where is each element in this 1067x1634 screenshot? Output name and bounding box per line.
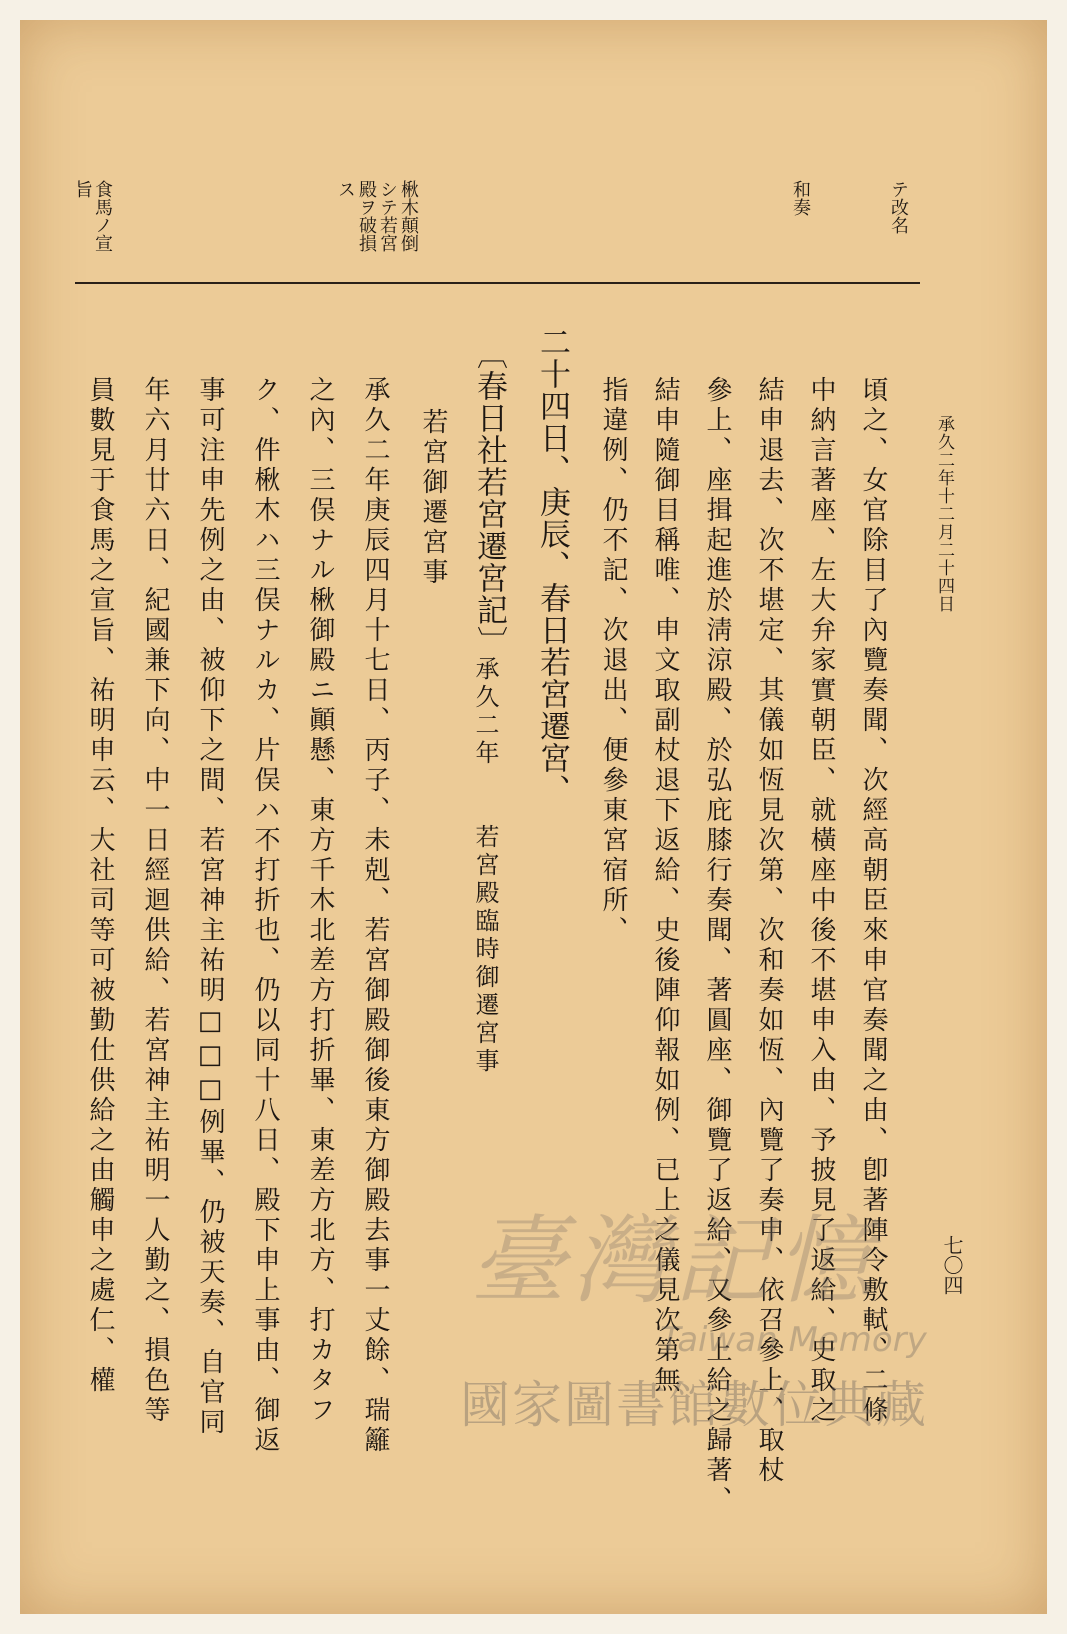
page-number: 七〇四 — [940, 1235, 964, 1295]
watermark-script: 臺灣記憶 — [470, 1205, 878, 1317]
body-line-4: 參上、座揖起進於淸涼殿、於弘庇膝行奏聞、著圓座、御覽了返給、又參上給之歸著、 — [702, 376, 732, 1516]
record-line-5: 年六月廿六日、紀國兼下向、中一日經迴供給、若宮神主祐明一人勤之、損色等 — [140, 376, 170, 1426]
margin-note-rename: テ改名 — [888, 180, 909, 234]
margin-note-senji-line2: 旨 — [72, 180, 93, 198]
watermark-institution: 國家圖書館數位典藏 — [460, 1376, 928, 1434]
body-line-5: 結申隨御目稱唯、申文取副杖退下返給、史後陣仰報如例、已上之儀見次第無 — [650, 376, 680, 1396]
source-title-detail: 承久二年 若宮殿臨時御遷宮事 — [471, 656, 499, 1076]
margin-note-tree-line1: 楸木顛倒 — [398, 180, 419, 252]
record-line-2: 之內、三俣ナル楸御殿ニ顚懸、東方千木北差方打折畢、東差方北方、打カタフ — [305, 376, 335, 1426]
margin-rule — [75, 282, 920, 284]
margin-note-tree-line3: 殿ヲ破損 — [356, 180, 377, 252]
record-line-3: ク、件楸木ハ三俣ナルカ、片俣ハ不打折也、仍以同十八日、殿下申上事由、御返 — [250, 376, 280, 1456]
body-line-1: 頃之、女官除目了內覽奏聞、次經高朝臣來申官奏聞之由、卽著陣令敷軾、二條 — [858, 376, 888, 1426]
body-line-2: 中納言著座、左大弁家實朝臣、就橫座中後不堪申入由、予披見了返給、史取之 — [806, 376, 836, 1426]
record-line-1: 承久二年庚辰四月十七日、丙子、未剋、若宮御殿御後東方御殿去事一丈餘、瑞籬 — [360, 376, 390, 1456]
margin-note-tree-line2: シテ若宮 — [377, 180, 398, 252]
margin-note-wasou: 和奏 — [790, 180, 811, 216]
book-page — [20, 20, 1047, 1614]
margin-note-tree-line4: ス — [335, 180, 356, 198]
source-title: 〔春日社若宮遷宮記〕 — [471, 338, 507, 658]
entry-heading: 二十四日、庚辰、春日若宮遷宮、 — [534, 326, 570, 806]
section-title: 若宮御遷宮事 — [418, 408, 448, 588]
body-line-6: 指違例、仍不記、次退出、便參東宮宿所、 — [598, 376, 628, 946]
watermark-latin: Taiwan Memory — [660, 1320, 927, 1360]
record-line-4: 事可注申先例之由、被仰下之間、若宮神主祐明□□□例畢、仍被天奏、自官同 — [195, 376, 225, 1438]
body-line-3: 結申退去、次不堪定、其儀如恆見次第、次和奏如恆、內覽了奏申、依召參上、取杖 — [754, 376, 784, 1486]
running-header: 承久二年十二月二十四日 — [934, 415, 954, 613]
record-line-6: 員數見于食馬之宣旨、祐明申云、大社司等可被勤仕供給之由觸申之處仁、權 — [85, 376, 115, 1396]
margin-note-senji-line1: 食馬ノ宣 — [92, 180, 113, 252]
